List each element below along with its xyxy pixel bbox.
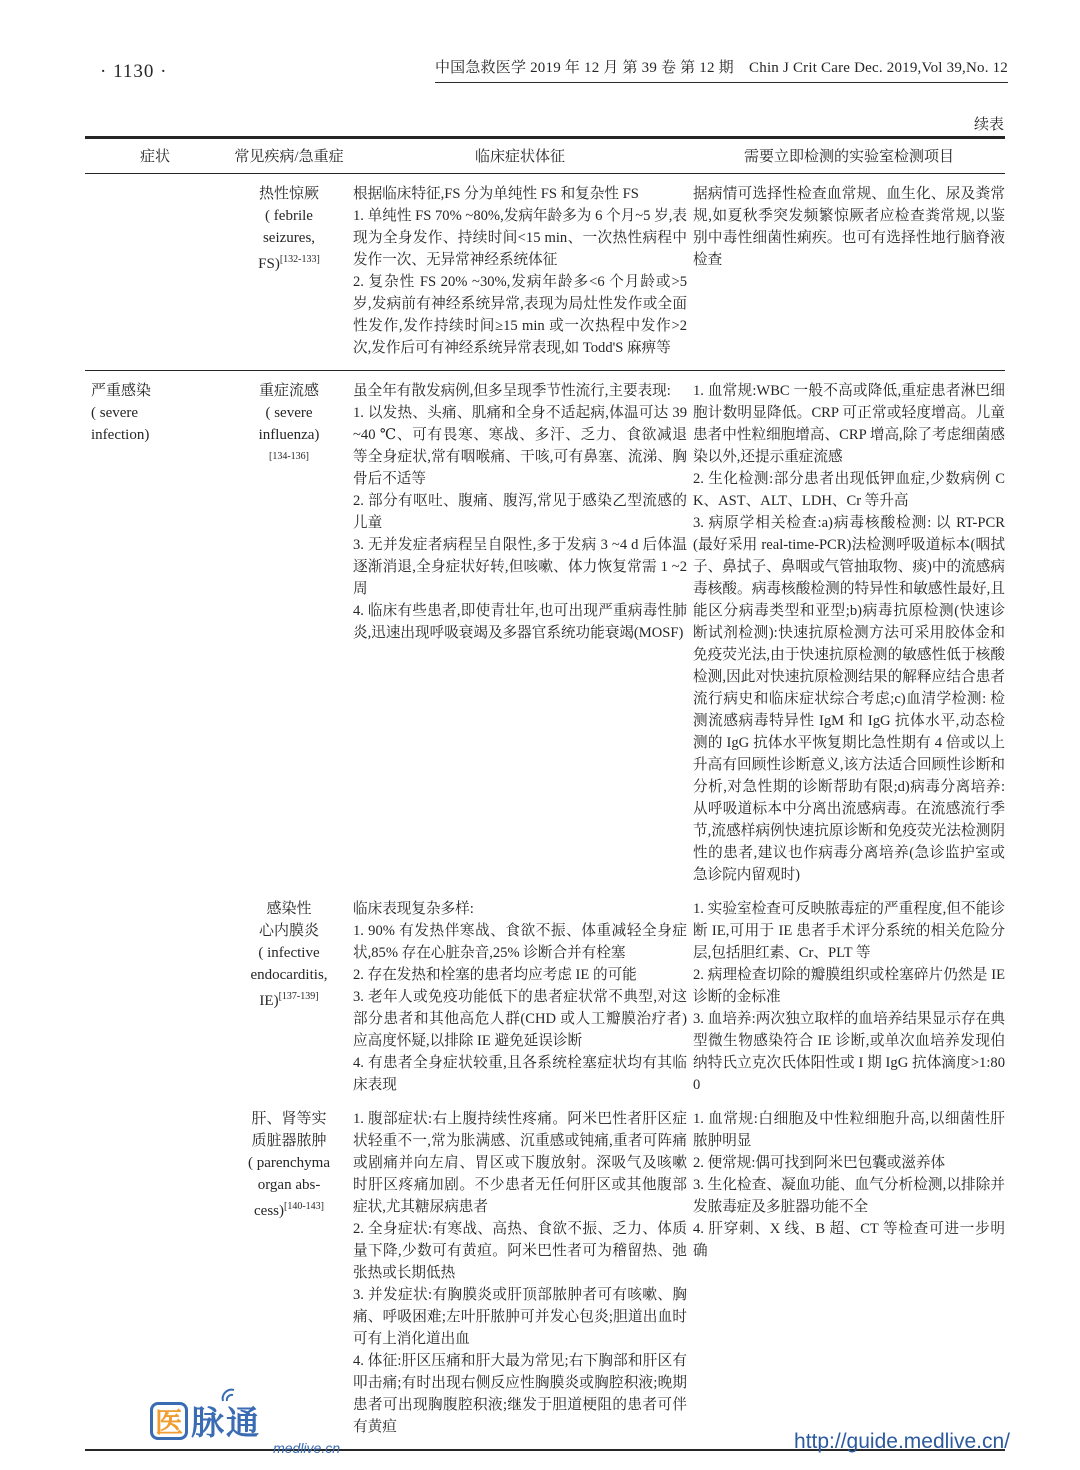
disease-line: ( febrile (265, 208, 313, 224)
symptom-line: ( severe (91, 405, 139, 421)
table-row-group (85, 370, 1005, 1449)
disease-line: ( parenchyma (247, 1155, 331, 1171)
disease-line: 感染性 (266, 901, 312, 917)
lab-paragraph: 据病情可选择性检查血常规、血生化、尿及粪常规,如夏秋季突发频繁惊厥者应检查粪常规,以鉴别中毒性细菌性痢疾。也可有选择性地行脑脊液检查 (693, 186, 1005, 268)
disease-cell (231, 380, 347, 886)
disease-line: influenza) (258, 427, 320, 443)
journal-citation: 中国急救医学 2019 年 12 月 第 39 卷 第 12 期 Chin J Crit Care Dec. 2019,Vol 39,No. 12 (435, 56, 1008, 83)
clinical-cell (353, 183, 687, 359)
reference-superscript: [132-133] (279, 254, 320, 265)
disease-line: 重症流感 (258, 383, 319, 399)
clinical-paragraph: 2. 全身症状:有寒战、高热、食欲不振、乏力、体质量下降,少数可有黄疸。阿米巴性者可为稽留热、弛张热或长期低热 (353, 1221, 687, 1281)
disease-line: ( infective (258, 945, 320, 961)
page-number: · 1130 · (100, 61, 168, 82)
disease-line (231, 446, 347, 472)
clinical-paragraph: 1. 腹部症状:右上腹持续性疼痛。阿米巴性者肝区症状轻重不一,常为胀满感、沉重感或钝痛,重者可阵痛或剧痛并向左肩、胃区或下腹放射。深吸气及咳嗽时肝区疼痛加剧。不少患者无任何肝区或其他腹部症状,尤其糖尿病患者 (353, 1111, 687, 1215)
table-row (231, 898, 1005, 1096)
header-lab: 需要立即检测的实验室检测项目 (743, 149, 954, 165)
clinical-paragraph: 临床表现复杂多样: (353, 901, 474, 917)
clinical-paragraph: 4. 体征:肝区压痛和肝大最为常见;右下胸部和肝区有叩击痛;有时出现右侧反应性胸膜炎或胸腔积液;晚期患者可出现胸腹腔积液;继发于胆道梗阻的患者可伴有黄疸 (353, 1353, 687, 1435)
reference-superscript: [140-143] (284, 1201, 324, 1212)
logo-domain-text: medlive.cn (273, 1440, 340, 1456)
subrows (231, 380, 1005, 1438)
clinical-paragraph: 虽全年有散发病例,但多呈现季节性流行,主要表现: (353, 383, 671, 399)
lab-paragraph: 3. 血培养:两次独立取样的血培养结果显示存在典型微生物感染符合 IE 诊断,或单次血培养发现伯纳特氏立克次氏体阳性或 I 期 IgG 抗体滴度>1:800 (693, 1011, 1005, 1093)
lab-paragraph: 2. 便常规:偶可找到阿米巴包囊或滋养体 (693, 1155, 946, 1171)
lab-paragraph: 4. 肝穿刺、X 线、B 超、CT 等检查可进一步明确 (693, 1221, 1005, 1259)
clinical-paragraph: 3. 无并发症者病程呈自限性,多于发病 3 ~4 d 后体温逐渐消退,全身症状好转,但咳嗽、体力恢复常需 1 ~2 周 (353, 537, 687, 597)
clinical-cell (353, 380, 687, 886)
reference-superscript: [137-139] (278, 991, 319, 1002)
symptom-cell (85, 183, 225, 359)
disease-line: 心内膜炎 (258, 923, 319, 939)
disease-line: organ abs- (257, 1177, 321, 1193)
clinical-paragraph: 2. 存在发热和栓塞的患者均应考虑 IE 的可能 (353, 967, 637, 983)
clinical-cell (353, 1108, 687, 1438)
table-body (85, 174, 1005, 1449)
lab-paragraph: 2. 病理检查切除的瓣膜组织或栓塞碎片仍然是 IE 诊断的金标准 (693, 967, 1005, 1005)
clinical-cell (353, 898, 687, 1096)
signal-arcs-icon (221, 1388, 237, 1407)
clinical-paragraph: 3. 老年人或免疫功能低下的患者症状常不典型,对这部分患者和其他高危人群(CHD 或人工瓣膜治疗者)应高度怀疑,以排除 IE 避免延误诊断 (353, 989, 687, 1049)
lab-cell (693, 1108, 1005, 1438)
disease-line: 肝、肾等实 (251, 1111, 327, 1127)
clinical-paragraph: 4. 临床有些患者,即使青壮年,也可出现严重病毒性肺炎,迅速出现呼吸衰竭及多器官系统功能衰竭(MOSF) (353, 603, 687, 641)
clinical-paragraph: 2. 复杂性 FS 20% ~30%,发病年龄多<6 个月龄或>5 岁,发病前有神经系统异常,表现为局灶性发作或全面性发作,发作持续时间≥15 min 或一次热程中发作>2 次,发作后可有神经系统异常表现,如 Todd'S 麻痹等 (353, 274, 687, 356)
clinical-paragraph: 1. 单纯性 FS 70% ~80%,发病年龄多为 6 个月~5 岁,表现为全身发作、持续时间<15 min、一次热性病程中发作一次、无异常神经系统体征 (353, 208, 687, 268)
lab-paragraph: 1. 实验室检查可反映脓毒症的严重程度,但不能诊断 IE,可用于 IE 患者手术评分系统的相关危险分层,包括胆红素、Cr、PLT 等 (693, 901, 1005, 961)
lab-paragraph: 1. 血常规:白细胞及中性粒细胞升高,以细菌性肝脓肿明显 (693, 1111, 1005, 1149)
medlive-logo-row (150, 1397, 340, 1444)
clinical-paragraph: 1. 以发热、头痛、肌痛和全身不适起病,体温可达 39 ~40 ℃、可有畏寒、寒战、多汗、乏力、食欲减退等全身症状,常有咽喉痛、干咳,可有鼻塞、流涕、胸骨后不适等 (353, 405, 687, 487)
disease-line: ( severe (265, 405, 313, 421)
clinical-paragraph: 1. 90% 有发热伴寒战、食欲不振、体重减轻全身症状,85% 存在心脏杂音,25% 诊断合并有栓塞 (353, 923, 687, 961)
diagnosis-table (85, 136, 1005, 1451)
disease-line: endocarditis, (250, 967, 328, 983)
lab-paragraph: 2. 生化检测:部分患者出现低钾血症,少数病例 CK、AST、ALT、LDH、Cr 等升高 (693, 471, 1005, 509)
header-disease: 常见疾病/急重症 (234, 149, 344, 165)
disease-line: seizures, (262, 230, 316, 246)
page-header (0, 0, 1080, 83)
symptom-line: infection) (91, 427, 150, 443)
disease-line: cess)[140-143] (254, 1201, 324, 1219)
disease-cell (231, 898, 347, 1096)
symptom-cell (85, 380, 225, 1438)
lab-paragraph: 3. 生化检查、凝血功能、血气分析检测,以排除并发脓毒症及多脏器功能不全 (693, 1177, 1005, 1215)
lab-cell (693, 898, 1005, 1096)
table-continued-label: 续表 (973, 117, 1004, 133)
guide-url-link[interactable]: http://guide.medlive.cn/ (794, 1430, 1010, 1453)
clinical-paragraph: 4. 有患者全身症状较重,且各系统栓塞症状均有其临床表现 (353, 1055, 687, 1093)
disease-line: 质脏器脓肿 (251, 1133, 327, 1149)
logo-maitong-text: 脉通 (191, 1404, 261, 1441)
reference-superscript: [134-136] (269, 451, 309, 462)
table-row (231, 380, 1005, 886)
lab-paragraph: 3. 病原学相关检查:a)病毒核酸检测: 以 RT-PCR(最好采用 real-time-PCR)法检测呼吸道标本(咽拭子、鼻拭子、鼻咽或气管抽取物、痰)中的流感病毒核酸。病毒核酸检测的特异性和敏感性最好,且能区分病毒类型和亚型;b)病毒抗原检测(快速诊断试剂检测):快速抗原检测方法可采用胶体金和免疫荧光法,由于快速抗原检测的敏感性低于核酸检测,因此对快速抗原检测结果的解释应结合患者流行病史和临床症状综合考虑;c)血清学检测: 检测流感病毒特异性 IgM 和 IgG 抗体水平,动态检测的 IgG 抗体水平恢复期比急性期有 4 倍或以上升高有回顾性诊断意义,该方法适合回顾性诊断和分析,对急性期的诊断帮助有限;d)病毒分离培养:从呼吸道标本中分离出流感病毒。在流感流行季节,流感样病例快速抗原诊断和免疫荧光法检测阴性的患者,建议也作病毒分离培养(急诊监护室或急诊院内留观时) (693, 515, 1005, 883)
disease-line: IE)[137-139] (259, 991, 319, 1009)
header-symptom: 症状 (139, 149, 170, 165)
disease-line: 热性惊厥 (258, 186, 319, 202)
lab-paragraph: 1. 血常规:WBC 一般不高或降低,重症患者淋巴细胞计数明显降低。CRP 可正常或轻度增高。儿童患者中性粒细胞增高、CRP 增高,除了考虑细菌感染以外,还提示重症流感 (693, 383, 1005, 465)
symptom-line: 严重感染 (91, 383, 152, 399)
table-row (231, 1108, 1005, 1438)
medlive-logo (150, 1397, 340, 1456)
disease-line: FS)[132-133] (258, 254, 320, 272)
subrows (231, 183, 1005, 359)
logo-yi-character: 医 (150, 1402, 188, 1440)
table-header-row (85, 139, 1005, 174)
clinical-paragraph: 2. 部分有呕吐、腹痛、腹泻,常见于感染乙型流感的儿童 (353, 493, 687, 531)
lab-cell (693, 380, 1005, 886)
lab-cell (693, 183, 1005, 359)
table-row (231, 183, 1005, 359)
table-row-group (85, 174, 1005, 370)
header-clinical: 临床症状体征 (474, 149, 565, 165)
clinical-paragraph: 根据临床特征,FS 分为单纯性 FS 和复杂性 FS (353, 186, 639, 202)
disease-cell (231, 1108, 347, 1438)
clinical-paragraph: 3. 并发症状:有胸膜炎或肝顶部脓肿者可有咳嗽、胸痛、呼吸困难;左叶肝脓肿可并发心包炎;胆道出血时可有上消化道出血 (353, 1287, 687, 1347)
disease-cell (231, 183, 347, 359)
